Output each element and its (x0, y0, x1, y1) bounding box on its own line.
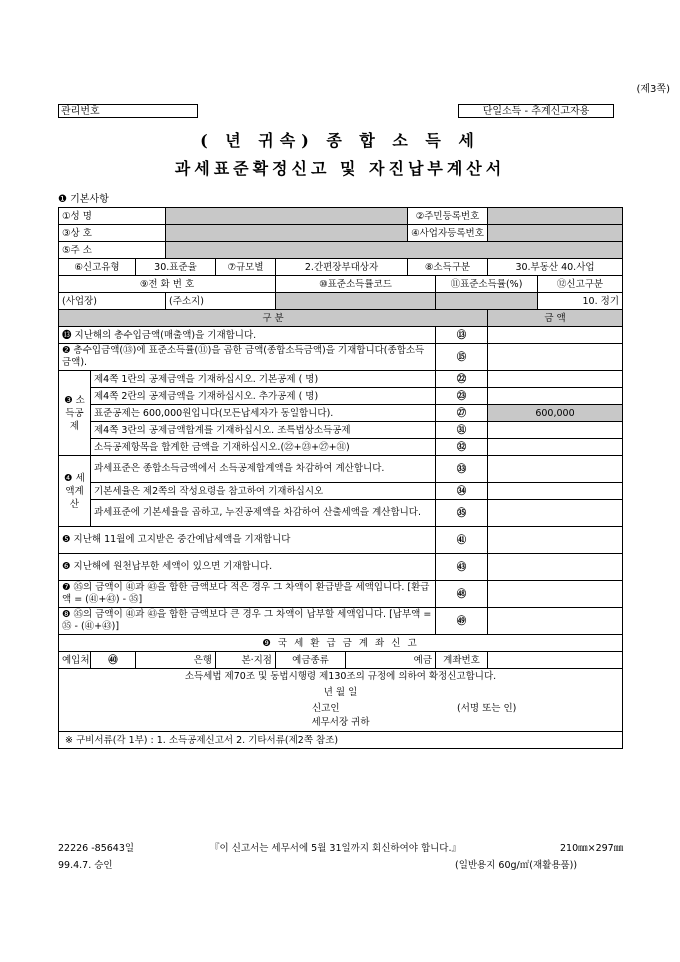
bank-field[interactable]: 은행 (136, 652, 216, 669)
withholding-tax-input[interactable] (488, 554, 623, 581)
trade-input[interactable] (166, 225, 408, 242)
total-revenue-input[interactable] (488, 327, 623, 344)
return-notice: 『이 신고서는 세무서에 5월 31일까지 회신하여야 합니다.』 (210, 843, 461, 854)
row-withholding-tax: ❻ 지난해에 원천납부한 세액이 있으면 기재합니다. (59, 554, 436, 581)
special-deduction-input[interactable] (488, 422, 623, 439)
branch-field[interactable]: 본·지점 (216, 652, 276, 669)
report-kind-label: ⑫신고구분 (538, 276, 623, 293)
row-interim-tax: ❺ 지난해 11월에 고지받은 중간예납세액을 기재합니다 (59, 527, 436, 554)
approval-date: 99.4.7. 승인 (58, 860, 113, 871)
row-additional-deduction: 제4쪽 2란의 공제금액을 기재하십시오. 추가공제 ( 명) (91, 388, 436, 405)
scale-value: 2.간편장부대상자 (276, 259, 408, 276)
management-number-field[interactable]: 관리번호 (58, 104, 198, 118)
trade-label: ③상 호 (59, 225, 166, 242)
row-aggregate-income: ❷ 총수입금액(⑬)에 표준소득률(⑪)을 곱한 금액(종합소득금액)을 기재합니다(종합소득금액). (59, 344, 436, 371)
row-additional-deduction-no: ㉓ (436, 388, 488, 405)
declaration-text: 소득세법 제70조 및 동법시행령 제130조의 규정에 의하여 확정신고합니다. (184, 671, 497, 682)
row-computed-tax-no: ㉟ (436, 500, 488, 527)
income-type-value: 30.부동산 40.사업 (488, 259, 623, 276)
std-rate-input[interactable] (436, 293, 538, 310)
attachments-note: ※ 구비서류(각 1부) : 1. 소득공제신고서 2. 기타서류(제2쪽 참조) (59, 732, 623, 749)
additional-deduction-input[interactable] (488, 388, 623, 405)
row-payment-amount-no: ㊾ (436, 608, 488, 635)
rrn-input[interactable] (488, 208, 623, 225)
account-no-label: 계좌번호 (436, 652, 488, 669)
row-basic-rate: 기본세율은 제2쪽의 작성요령을 참고하여 기재하십시오 (91, 483, 436, 500)
row-refund-amount: ❼ ㉟의 금액이 ㊶과 ㊸을 합한 금액보다 적은 경우 그 차액이 환급받을 세액입니다. [환급액 = (㊶+㊸) - ㉟] (59, 581, 436, 608)
standard-deduction-amount: 600,000 (488, 405, 623, 422)
row-basic-rate-no: ㉞ (436, 483, 488, 500)
row-payment-amount: ❽ ㉟의 금액이 ㊶과 ㊸을 합한 금액보다 큰 경우 그 차액이 납부할 세액입니다. [납부액 = ㉟ - (㊶+㊸)] (59, 608, 436, 635)
std-code-input[interactable] (276, 293, 436, 310)
row-special-deduction-no: ㉛ (436, 422, 488, 439)
address-label: ⑤주 소 (59, 242, 166, 259)
scale-label: ⑦규모별 (216, 259, 276, 276)
amount-header: 금 액 (488, 310, 623, 327)
name-input[interactable] (166, 208, 408, 225)
row-aggregate-income-no: ⑮ (436, 344, 488, 371)
row-deduction-total: 소득공제항목을 합계한 금액을 기재하십시오.(㉒+㉓+㉗+㉛) (91, 439, 436, 456)
tax-calc-group-label: ❹ 세액계산 (59, 456, 91, 527)
std-rate-label: ⑪표준소득률(%) (436, 276, 538, 293)
account-no-input[interactable] (488, 652, 623, 669)
tax-form-table (58, 207, 623, 749)
row-deduction-total-no: ㉜ (436, 439, 488, 456)
paper-spec: (일반용지 60g/㎡(재활용품)) (455, 860, 578, 871)
address-input[interactable] (166, 242, 623, 259)
row-total-revenue: ⓭ 지난해의 총수입금액(매출액)을 기재합니다. (59, 327, 436, 344)
income-type-label: ⑧소득구분 (408, 259, 488, 276)
deposit-place-label: 예입처 (59, 652, 91, 669)
section-basic-heading: ❶ 기본사항 (58, 194, 109, 205)
basic-rate-input[interactable] (488, 483, 623, 500)
aggregate-income-input[interactable] (488, 344, 623, 371)
row-special-deduction: 제4쪽 3란의 공제금액합계를 기재하십시오. 조특법상소득공제 (91, 422, 436, 439)
form-subtitle: 과세표준확정신고 및 자진납부계산서 (174, 159, 506, 178)
deduction-total-input[interactable] (488, 439, 623, 456)
report-type-value: 30.표준율 (136, 259, 216, 276)
payment-amount-input[interactable] (488, 608, 623, 635)
interim-tax-input[interactable] (488, 527, 623, 554)
refund-account-title: ❾ 국 세 환 급 금 계 좌 신 고 (59, 635, 623, 652)
row-tax-base-no: ㉝ (436, 456, 488, 483)
form-type-box: 단일소득 - 추계신고자용 (458, 104, 614, 118)
signature-field[interactable]: (서명 또는 인) (457, 703, 517, 714)
refund-amount-input[interactable] (488, 581, 623, 608)
row-withholding-tax-no: ㊸ (436, 554, 488, 581)
basic-deduction-input[interactable] (488, 371, 623, 388)
deduction-group-label: ❸ 소득공제 (59, 371, 91, 456)
deposit-type-label: 예금종류 (276, 652, 346, 669)
deposit-place-no: ㊵ (91, 652, 136, 669)
reporter-label: 신고인 (312, 703, 340, 714)
report-type-label: ⑥신고유형 (59, 259, 136, 276)
deposit-type-field[interactable]: 예금 (346, 652, 436, 669)
declaration-block (59, 669, 623, 732)
row-refund-amount-no: ㊽ (436, 581, 488, 608)
row-tax-base: 과세표준은 종합소득금액에서 소득공제합계액을 차감하여 계산합니다. (91, 456, 436, 483)
home-phone-field[interactable]: (주소지) (166, 293, 276, 310)
form-title: ( 년 귀속) 종 합 소 득 세 (200, 131, 480, 150)
tax-base-input[interactable] (488, 456, 623, 483)
brn-label: ④사업자등록번호 (408, 225, 488, 242)
std-code-label: ⑩표준소득률코드 (276, 276, 436, 293)
row-standard-deduction: 표준공제는 600,000원입니다(모든납세자가 동일합니다). (91, 405, 436, 422)
row-total-revenue-no: ⑬ (436, 327, 488, 344)
form-code: 22226 -85643일 (58, 843, 135, 854)
reporter-line (62, 701, 619, 715)
paper-size: 210㎜×297㎜ (560, 843, 624, 854)
declaration-date[interactable]: 년 월 일 (323, 687, 358, 698)
row-computed-tax: 과세표준에 기본세율을 곱하고, 누진공제액을 차감하여 산출세액을 계산합니다. (91, 500, 436, 527)
name-label: ①성 명 (59, 208, 166, 225)
row-basic-deduction: 제4쪽 1란의 공제금액을 기재하십시오. 기본공제 ( 명) (91, 371, 436, 388)
page-number: (제3쪽) (636, 84, 670, 95)
brn-input[interactable] (488, 225, 623, 242)
biz-phone-field[interactable]: (사업장) (59, 293, 166, 310)
row-basic-deduction-no: ㉒ (436, 371, 488, 388)
item-header: 구 분 (59, 310, 488, 327)
phone-label: ⑨전 화 번 호 (59, 276, 276, 293)
row-standard-deduction-no: ㉗ (436, 405, 488, 422)
row-interim-tax-no: ㊶ (436, 527, 488, 554)
computed-tax-input[interactable] (488, 500, 623, 527)
report-kind-value: 10. 정기 (538, 293, 623, 310)
tax-office-addressee: 세무서장 귀하 (311, 717, 370, 728)
rrn-label: ②주민등록번호 (408, 208, 488, 225)
